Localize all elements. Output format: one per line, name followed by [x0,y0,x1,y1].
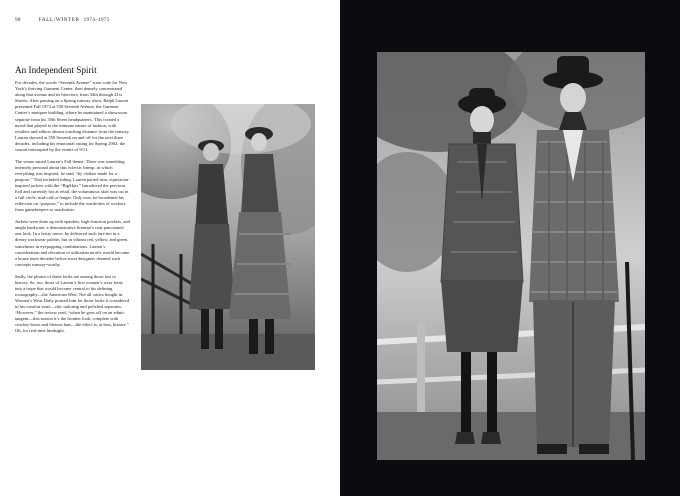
paragraph-2: The venue suited Lauren’s Fall theme. There was something intensely personal about this eclectic lineup, in which everything was inspired, he said, “by clothes made for a purpose.” That included riding. Lauren paired trim, equestrian-inspired jackets with the “BigSkirt.” Introduced the previous Fall and currently hot at retail, the voluminous skirt was cut in a full circle, mid-calf or longer. Only now, he broadened his reflection on “purpose,” to include the wardrobes of workers from gamekeepers to machinists. [15,158,130,213]
paragraph-4: Sadly, the photos of these looks are among those lost to history. So, too, those of Lauren’s first women’s wear foray into a trope that would become central to his defining iconography—the American West. Not all critics bought in. Women’s Wear Daily praised him for those looks it considered in his comfort zone—chic tailoring and polished separates. “However,” the review read, “when he goes off on an ethnic tangent—this season it’s the frontier look, complete with cowboy boots and Stetson hats—the effect is, at best, bizarre.” Oh, for real-time hindsight. [15,273,129,334]
section-title: FALL/WINTER [38,17,80,23]
page-number: 98 [15,17,21,23]
article-heading: An Independent Spirit [15,65,97,75]
paragraph-1: For decades, the words “Seventh Avenue” were code for New York’s thriving Garment Center, then densely concentrated along that avenue and its bisectors, from 34th through 41st Streets. After passing on a Spring runway show, Ralph Lauren presented Fall 1974 at 550 Seventh Avenue, the Garment Center’s marquee building, where he maintained a showroom separate from his 35th Street headquarters. This created a mood that played to the intimate nature of fashion, with retailers and editors almost touching distance from the runway. Lauren showed at 550 Seventh on and off for the next three decades, including his emotional outing for Spring 2002, the season interrupted by the events of 9/11. [15,80,130,153]
paragraph-3: Jackets were done up with epaulets, high-function pockets, and ample hardware; a demonstrative fireman’s coat punctuated one look. In a feisty move, he delivered such fare not in a dreary workwear palette, but in vibrant red, yellow, and green, sometimes in eyepopping combinations. Lauren’s consideration and elevation of utilitarian motifs would become a house tenet decades before most designers deemed such concepts runway-worthy. [15,219,130,267]
article-body [15,80,130,340]
photo-two-women-outdoors [141,104,315,370]
section-years: 1974–1975 [83,17,110,23]
running-header [15,17,110,23]
photo-couple-in-tweed [377,52,645,460]
right-page [340,0,680,496]
